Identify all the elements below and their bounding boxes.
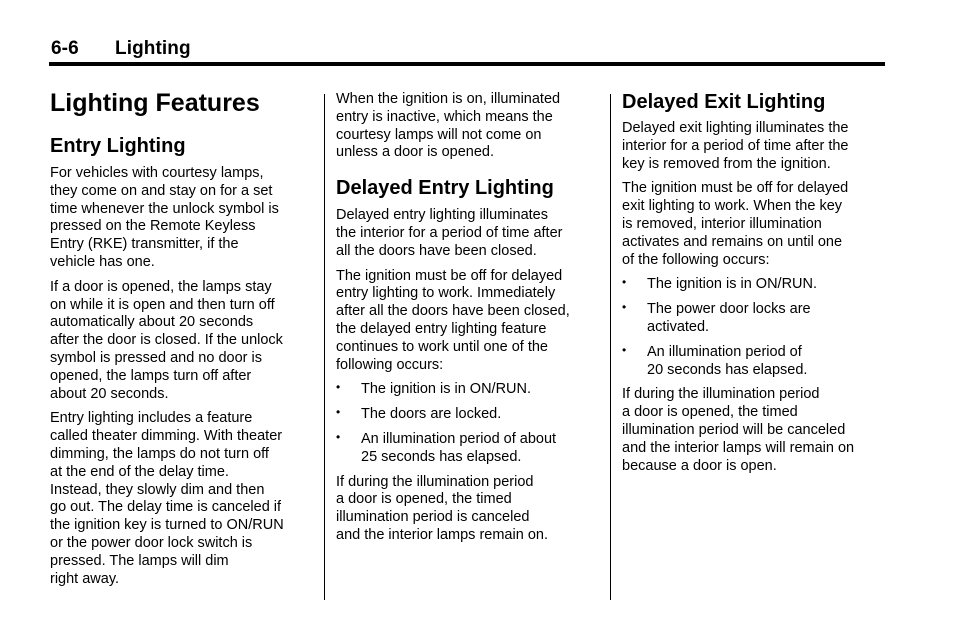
- text-line: illumination period is canceled: [336, 509, 530, 526]
- column-2: [336, 91, 604, 545]
- paragraph: [622, 120, 890, 173]
- text-line: If during the illumination period: [336, 473, 534, 490]
- text-line: automatically about 20 seconds: [50, 314, 254, 331]
- text-line: dimming, the lamps do not turn off: [50, 445, 269, 462]
- text-line: interior for a period of time after the: [622, 137, 849, 154]
- text-line: If a door is opened, the lamps stay: [50, 278, 272, 295]
- text-line: 25 seconds has elapsed.: [361, 448, 522, 465]
- text-line: unless a door is opened.: [336, 144, 494, 161]
- list-item-text: [361, 406, 501, 422]
- text-line: The ignition is in ON/RUN.: [361, 381, 532, 398]
- list-item: [336, 381, 604, 399]
- header-rule: [49, 62, 885, 66]
- section-heading-delayed-entry-lighting: Delayed Entry Lighting: [336, 177, 554, 200]
- text-line: An illumination period of: [647, 343, 802, 360]
- column-1: [50, 89, 316, 588]
- text-line: When the ignition is on, illuminated: [336, 91, 561, 107]
- text-line: right away.: [50, 570, 120, 587]
- text-line: the ignition key is turned to ON/RUN: [50, 517, 284, 534]
- page-number: 6-6: [51, 38, 79, 59]
- text-line: a door is opened, the timed: [336, 491, 512, 508]
- list-item: [622, 276, 890, 294]
- paragraph: [622, 386, 890, 475]
- text-line: opened, the lamps turn off after: [50, 367, 252, 384]
- text-line: because a door is open.: [622, 457, 777, 474]
- text-line: courtesy lamps will not come on: [336, 126, 542, 143]
- bullet-icon: •: [336, 405, 341, 420]
- text-line: Delayed entry lighting illuminates: [336, 207, 548, 224]
- paragraph: [336, 474, 604, 545]
- text-line: time whenever the unlock symbol is: [50, 200, 279, 217]
- page-title: Lighting Features: [50, 89, 260, 117]
- text-line: and the interior lamps will remain on: [622, 439, 855, 456]
- paragraph: [622, 180, 890, 269]
- text-line: following occurs:: [336, 356, 444, 373]
- text-line: of the following occurs:: [622, 251, 770, 268]
- text-line: pressed. The lamps will dim: [50, 552, 229, 569]
- text-line: The ignition must be off for delayed: [622, 180, 849, 197]
- text-line: The power door locks are: [647, 301, 811, 318]
- paragraph: [336, 207, 604, 260]
- text-line: all the doors have been closed.: [336, 242, 537, 259]
- paragraph: [50, 279, 316, 404]
- list-item-text: [647, 301, 811, 335]
- text-line: entry lighting to work. Immediately: [336, 285, 556, 302]
- text-line: the delayed entry lighting feature: [336, 320, 547, 337]
- paragraph: [336, 268, 604, 375]
- text-line: or the power door lock switch is: [50, 534, 253, 551]
- text-line: 20 seconds has elapsed.: [647, 361, 808, 378]
- text-line: after all the doors have been closed,: [336, 303, 570, 320]
- text-line: Instead, they slowly dim and then: [50, 481, 265, 498]
- text-line: If during the illumination period: [622, 386, 820, 403]
- text-line: the interior for a period of time after: [336, 224, 563, 241]
- list-item-text: [647, 344, 807, 378]
- text-line: about 20 seconds.: [50, 385, 169, 402]
- text-line: The ignition is in ON/RUN.: [647, 276, 818, 293]
- bullet-icon: •: [336, 429, 341, 444]
- list-item-text: [647, 276, 817, 292]
- text-line: a door is opened, the timed: [622, 404, 798, 421]
- text-line: For vehicles with courtesy lamps,: [50, 165, 264, 181]
- text-line: activated.: [647, 318, 710, 335]
- bullet-list: [622, 276, 890, 379]
- column-divider-1: [324, 94, 325, 600]
- page-header: [51, 38, 191, 60]
- paragraph: [336, 91, 604, 162]
- column-3: [622, 90, 890, 475]
- text-line: An illumination period of about: [361, 430, 557, 447]
- section-heading-entry-lighting: Entry Lighting: [50, 135, 186, 157]
- list-item: [336, 406, 604, 424]
- text-line: Delayed exit lighting illuminates the: [622, 120, 849, 136]
- bullet-icon: •: [622, 342, 627, 357]
- section-heading-delayed-exit-lighting: Delayed Exit Lighting: [622, 91, 826, 113]
- list-item: [336, 431, 604, 467]
- text-line: Entry (RKE) transmitter, if the: [50, 236, 239, 253]
- text-line: The doors are locked.: [361, 406, 502, 423]
- text-line: they come on and stay on for a set: [50, 182, 273, 199]
- text-line: exit lighting to work. When the key: [622, 198, 843, 215]
- list-item-text: [361, 381, 531, 397]
- list-item: [622, 344, 890, 380]
- bullet-list: [336, 381, 604, 466]
- text-line: symbol is pressed and no door is: [50, 349, 262, 366]
- text-line: called theater dimming. With theater: [50, 428, 283, 445]
- text-line: continues to work until one of the: [336, 338, 548, 355]
- text-line: after the door is closed. If the unlock: [50, 332, 283, 349]
- text-line: go out. The delay time is canceled if: [50, 499, 282, 516]
- paragraph: [50, 410, 316, 588]
- list-item: [622, 301, 890, 337]
- paragraph: [50, 165, 316, 272]
- text-line: activates and remains on until one: [622, 233, 843, 250]
- bullet-icon: •: [336, 380, 341, 395]
- text-line: entry is inactive, which means the: [336, 108, 553, 125]
- text-line: at the end of the delay time.: [50, 463, 229, 480]
- text-line: illumination period will be canceled: [622, 421, 846, 438]
- text-line: vehicle has one.: [50, 253, 155, 270]
- bullet-icon: •: [622, 275, 627, 290]
- text-line: Entry lighting includes a feature: [50, 410, 253, 427]
- text-line: is removed, interior illumination: [622, 215, 822, 232]
- text-line: The ignition must be off for delayed: [336, 267, 563, 284]
- bullet-icon: •: [622, 300, 627, 315]
- section-title: Lighting: [115, 38, 191, 59]
- text-line: on while it is open and then turn off: [50, 296, 275, 313]
- list-item-text: [361, 431, 556, 465]
- text-line: key is removed from the ignition.: [622, 155, 831, 172]
- text-line: and the interior lamps remain on.: [336, 526, 548, 543]
- text-line: pressed on the Remote Keyless: [50, 218, 256, 235]
- column-divider-2: [610, 94, 611, 600]
